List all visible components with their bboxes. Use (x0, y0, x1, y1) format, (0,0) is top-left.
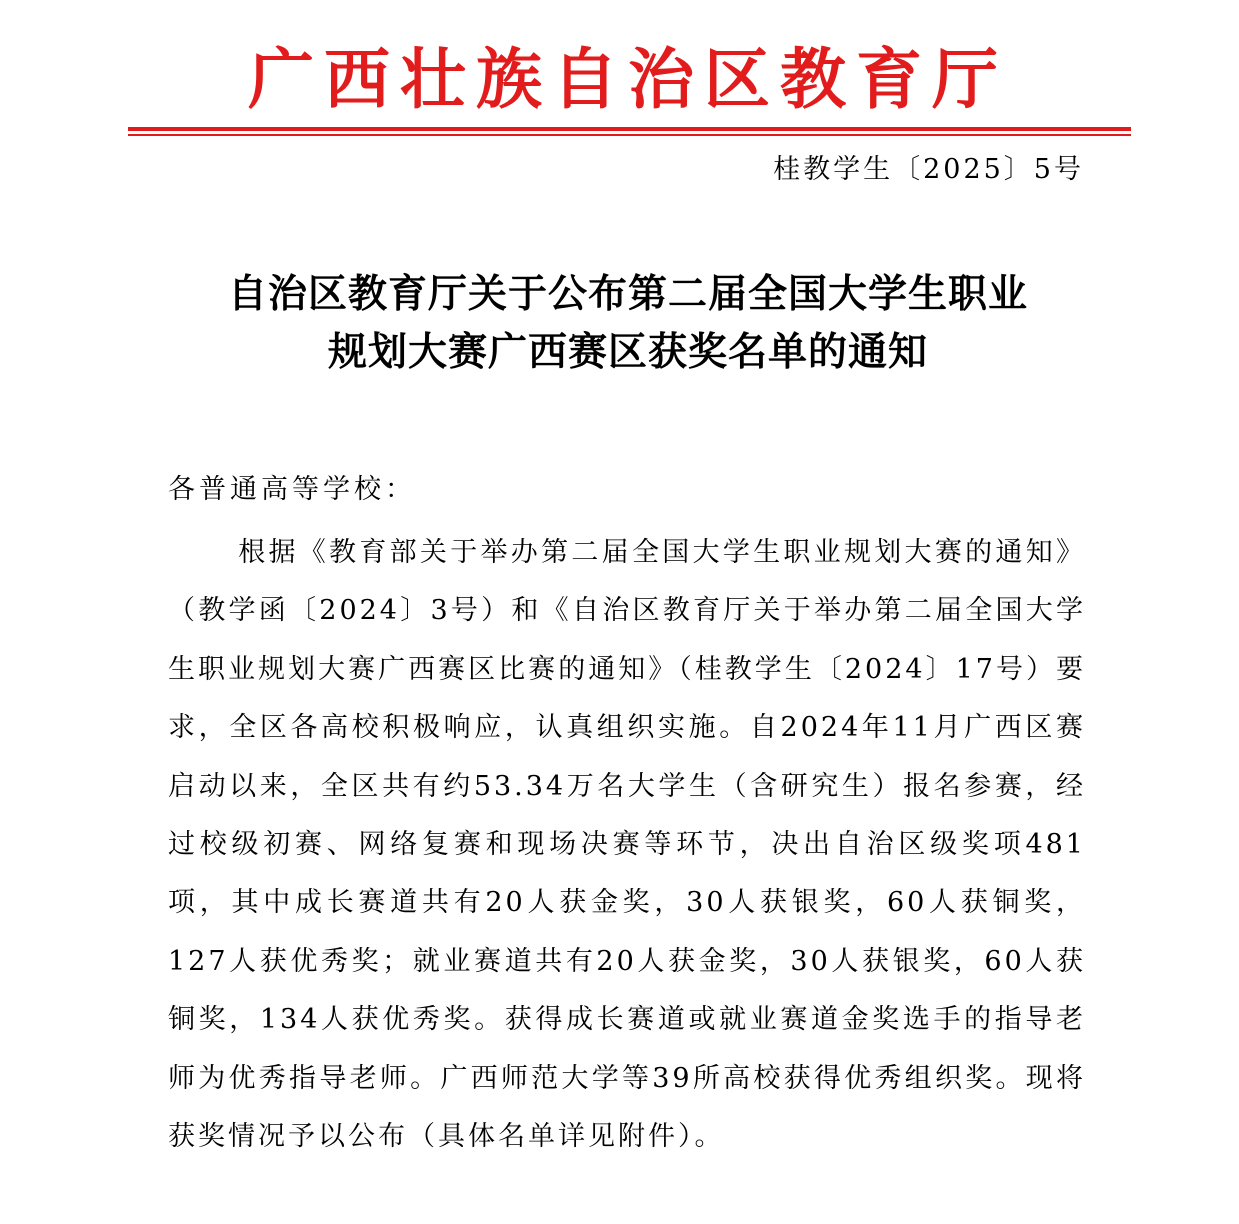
body-paragraph: 根据《教育部关于举办第二届全国大学生职业规划大赛的通知》（教学函〔2024〕3号）和《自治区教育厅关于举办第二届全国大学生职业规划大赛广西赛区比赛的通知》（桂教学生〔2024〕17号）要求，全区各高校积极响应，认真组织实施。自2024年11月广西区赛启动以来，全区共有约53.34万名大学生（含研究生）报名参赛，经过校级初赛、网络复赛和现场决赛等环节，决出自治区级奖项481项，其中成长赛道共有20人获金奖，30人获银奖，60人获铜奖，127人获优秀奖；就业赛道共有20人获金奖，30人获银奖，60人获铜奖，134人获优秀奖。获得成长赛道或就业赛道金奖选手的指导老师为优秀指导老师。广西师范大学等39所高校获得优秀组织奖。现将获奖情况予以公布（具体名单详见附件）。 (168, 537, 1086, 1153)
letterhead-title: 广西壮族自治区教育厅 (248, 41, 1008, 118)
letterhead-divider-thick (128, 127, 1131, 131)
document-title-line-1: 自治区教育厅关于公布第二届全国大学生职业 (227, 272, 1028, 317)
document-title (128, 266, 1128, 382)
letterhead-divider-thin (128, 134, 1131, 136)
salutation: 各普通高等学校： (168, 474, 416, 505)
document-title-line-2: 规划大赛广西赛区获奖名单的通知 (327, 330, 928, 375)
document-number: 桂教学生〔2025〕5号 (773, 154, 1084, 185)
